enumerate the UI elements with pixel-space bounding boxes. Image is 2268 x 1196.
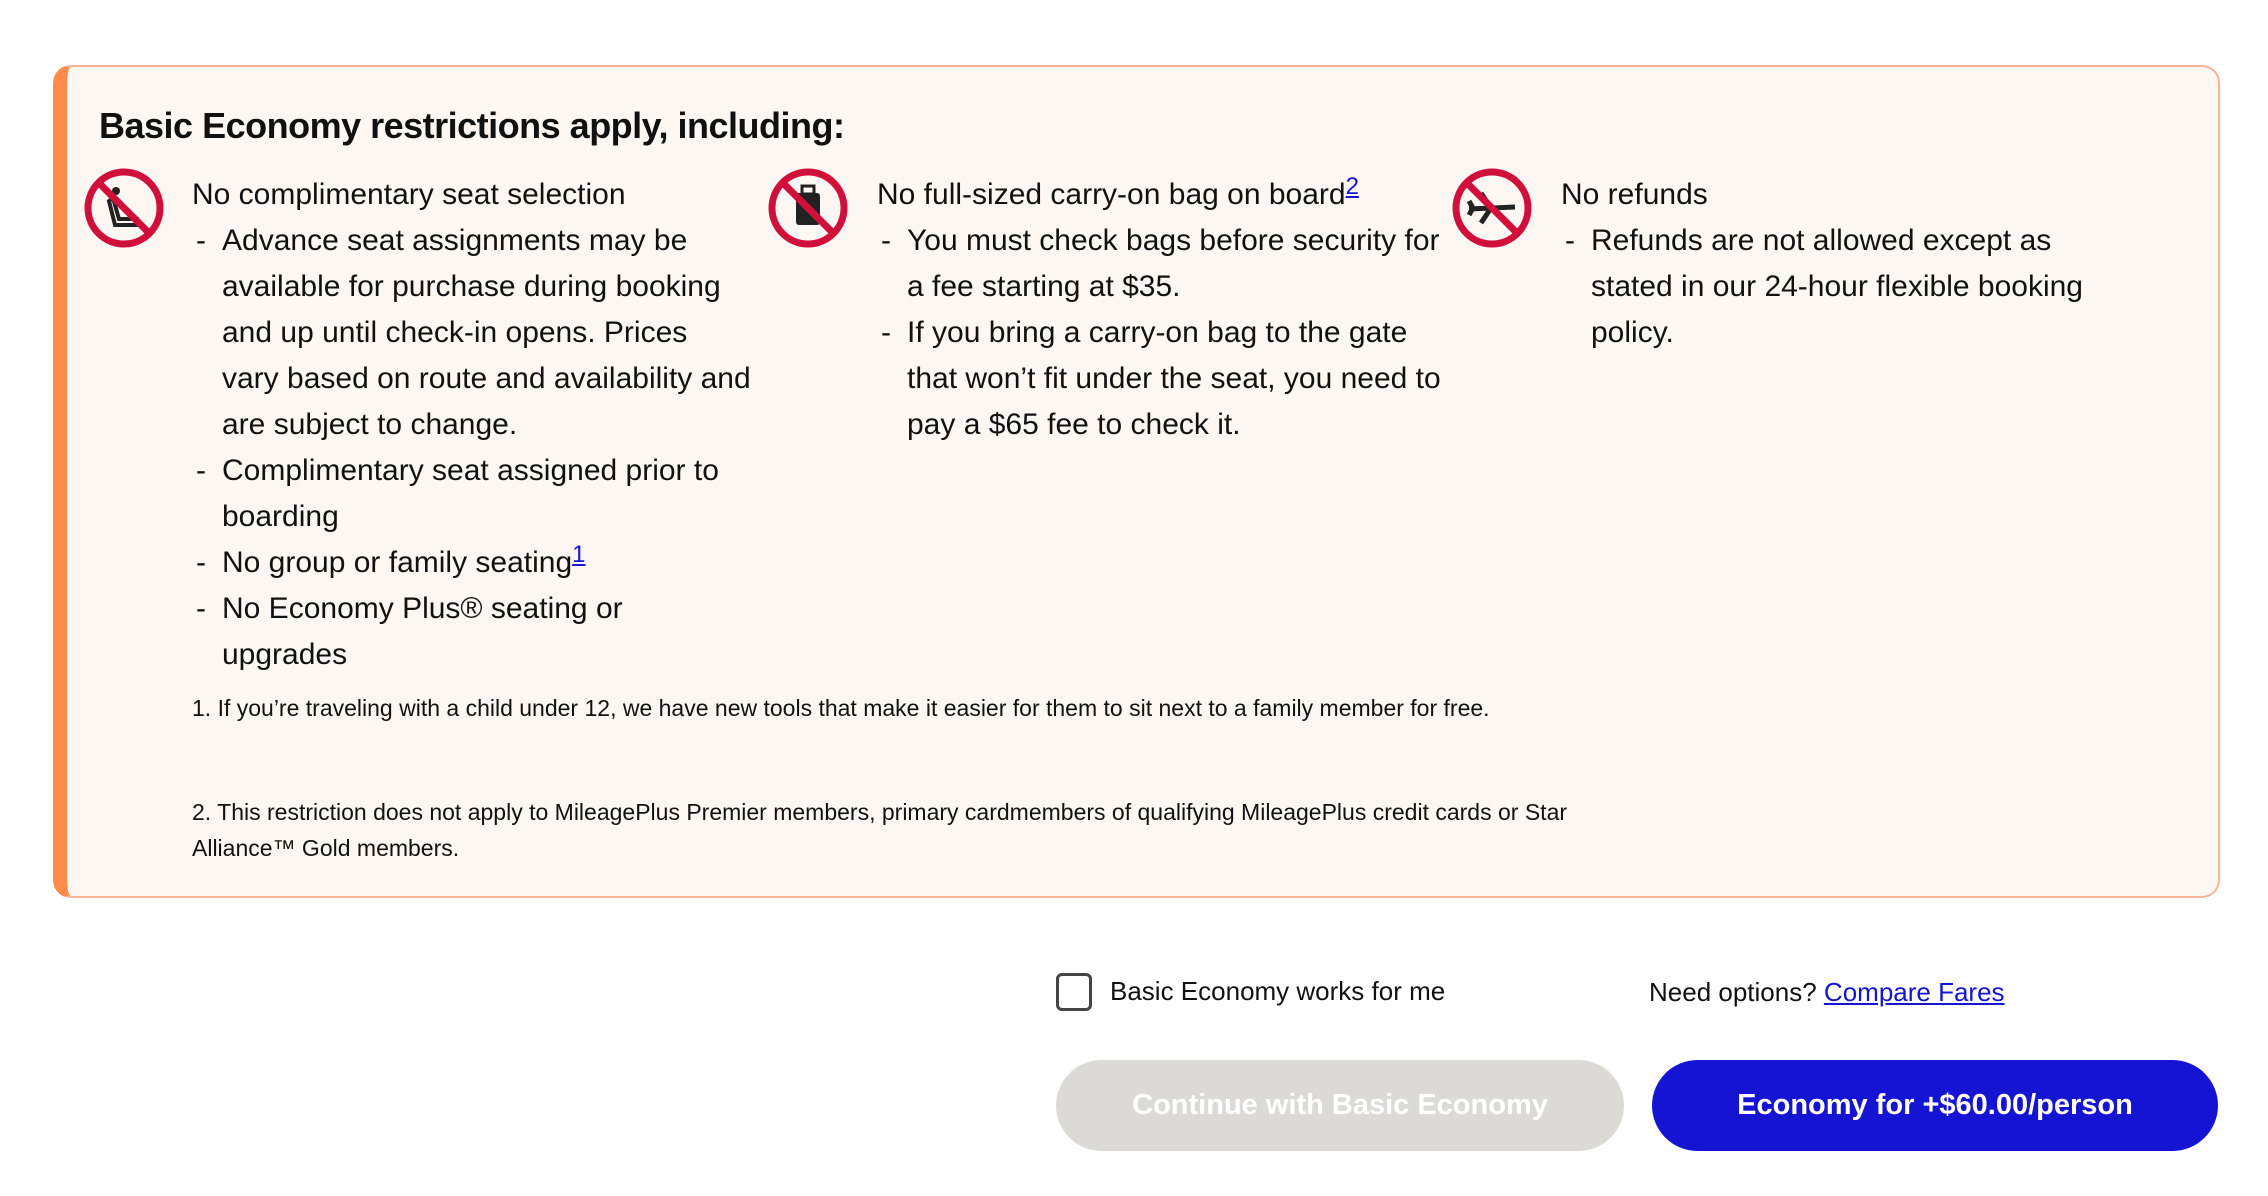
no-seat-icon [83,167,165,249]
restriction-heading: No complimentary seat selection [192,178,626,211]
restriction-item: - No Economy Plus® seating or upgrades [192,586,752,678]
upgrade-economy-button[interactable]: Economy for +$60.00/person [1652,1060,2218,1151]
checkbox-label[interactable]: Basic Economy works for me [1110,976,1446,1006]
footnote-link-1[interactable]: 1 [572,541,586,568]
footnote-2: 2. This restriction does not apply to MileagePlus Premier members, primary cardmembers of qualifying MileagePlus credit cards or Star Alliance™ Gold members. [192,799,1568,861]
restriction-item: - If you bring a carry-on bag to the gate that won’t fit under the seat, you need to pay a $65 fee to check it. [877,310,1457,448]
panel-title: Basic Economy restrictions apply, including: [99,105,845,146]
need-options: Need options? Compare Fares [1649,977,2005,1007]
no-carry-on-bag-icon [767,167,849,249]
footnote-link-2[interactable]: 2 [1345,173,1359,200]
restriction-item: - Advance seat assignments may be available for purchase during booking and up until check-in opens. Prices vary based on route and availability and are subject to change. [192,218,752,448]
footnote-1: 1. If you’re traveling with a child under 12, we have new tools that make it easier for them to sit next to a family member for free. [192,695,1490,721]
restriction-item: - Complimentary seat assigned prior to boarding [192,448,752,540]
restriction-item: - You must check bags before security for a fee starting at $35. [877,218,1457,310]
no-refund-plane-icon [1451,167,1533,249]
basic-economy-checkbox[interactable] [1056,973,1092,1011]
continue-basic-economy-button[interactable]: Continue with Basic Economy [1056,1060,1624,1151]
compare-fares-link[interactable]: Compare Fares [1823,977,2005,1007]
restriction-heading: No refunds [1561,178,1708,211]
restriction-heading: No full-sized carry-on bag on board$^2$ [877,173,1359,211]
basic-economy-restrictions-panel [53,65,2220,898]
restriction-item: - No group or family seating$^1$ [192,540,752,586]
restriction-item: - Refunds are not allowed except as stated in our 24-hour flexible booking policy. [1561,218,2141,356]
